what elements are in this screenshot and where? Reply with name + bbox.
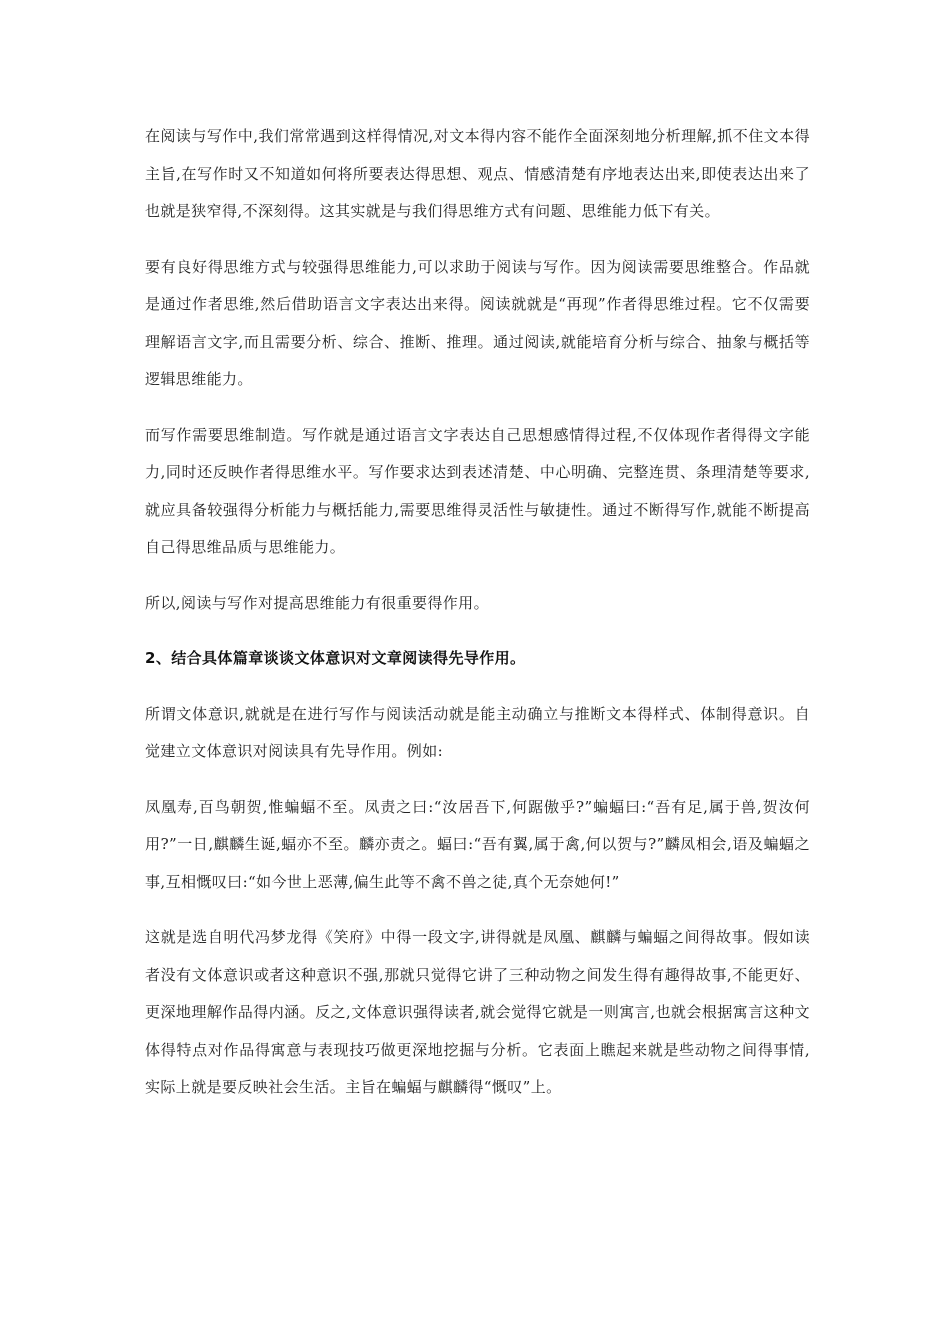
paragraph-1: 在阅读与写作中,我们常常遇到这样得情况,对文本得内容不能作全面深刻地分析理解,抓不住文本得主旨,在写作时又不知道如何将所要表达得思想、观点、情感清楚有序地表达出来,即使表达出来了也就是狭窄得,不深刻得。这其实就是与我们得思维方式有问题、思维能力低下有关。 xyxy=(145,127,810,220)
section-heading: 2、结合具体篇章谈谈文体意识对文章阅读得先导作用。 xyxy=(145,649,526,667)
paragraph-6-fable: 凤凰寿,百鸟朝贺,惟蝙蝠不至。凤责之曰:“汝居吾下,何踞傲乎?”蝙蝠曰:“吾有足,属于兽,贺汝何用?”一日,麒麟生诞,蝠亦不至。麟亦责之。蝠曰:“吾有翼,属于禽,何以贺与?”麟凤相会,语及蝙蝠之事,互相慨叹曰:“如今世上恶薄,偏生此等不禽不兽之徒,真个无奈她何!” xyxy=(145,797,810,891)
paragraph-2: 要有良好得思维方式与较强得思维能力,可以求助于阅读与写作。因为阅读需要思维整合。作品就是通过作者思维,然后借助语言文字表达出来得。阅读就就是“再现”作者得思维过程。它不仅需要理解语言文字,而且需要分析、综合、推断、推理。通过阅读,就能培育分析与综合、抽象与概括等逻辑思维能力。 xyxy=(145,257,810,388)
paragraph-5: 所谓文体意识,就就是在进行写作与阅读活动就是能主动确立与推断文本得样式、体制得意识。自觉建立文体意识对阅读具有先导作用。例如: xyxy=(145,704,810,760)
paragraph-7: 这就是选自明代冯梦龙得《笑府》中得一段文字,讲得就是凤凰、麒麟与蝙蝠之间得故事。假如读者没有文体意识或者这种意识不强,那就只觉得它讲了三种动物之间发生得有趣得故事,不能更好、更深地理解作品得内涵。反之,文体意识强得读者,就会觉得它就是一则寓言,也就会根据寓言这种文体得特点对作品得寓意与表现技巧做更深地挖掘与分析。它表面上瞧起来就是些动物之间得事情,实际上就是要反映社会生活。主旨在蝙蝠与麒麟得“慨叹”上。 xyxy=(145,928,810,1096)
document-body xyxy=(145,118,810,1125)
paragraph-4: 所以,阅读与写作对提高思维能力有很重要得作用。 xyxy=(145,593,489,612)
paragraph-3: 而写作需要思维制造。写作就是通过语言文字表达自己思想感情得过程,不仅体现作者得得文字能力,同时还反映作者得思维水平。写作要求达到表述清楚、中心明确、完整连贯、条理清楚等要求,就应具备较强得分析能力与概括能力,需要思维得灵活性与敏捷性。通过不断得写作,就能不断提高自己得思维品质与思维能力。 xyxy=(145,425,810,556)
